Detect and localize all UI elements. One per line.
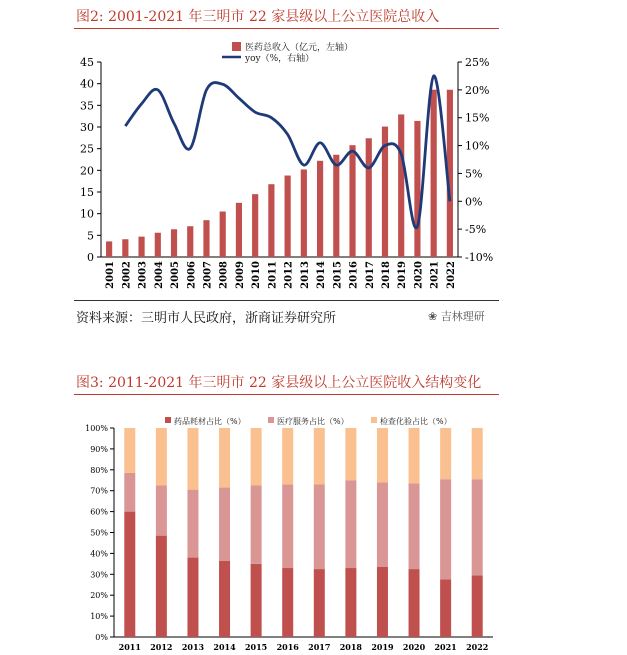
stack-2016-0 <box>282 568 293 637</box>
bar-2004 <box>155 233 161 257</box>
y-tick-label: 80% <box>90 465 108 475</box>
x-tick-label: 2019 <box>397 261 409 289</box>
watermark-icon: ❀ <box>428 310 441 323</box>
stack-2020-2 <box>409 428 420 483</box>
watermark <box>428 308 485 324</box>
y-tick-label: 50% <box>90 528 108 538</box>
stack-2012-0 <box>156 536 167 637</box>
stack-2020-0 <box>409 569 420 637</box>
x-tick-label: 2020 <box>413 261 425 289</box>
left-tick-label: 30 <box>80 121 94 134</box>
stack-2022-0 <box>472 575 483 637</box>
x-tick-label: 2021 <box>434 642 457 652</box>
stack-2021-0 <box>440 580 451 637</box>
left-tick-label: 35 <box>80 99 94 113</box>
stack-2014-1 <box>219 488 230 561</box>
bar-2020 <box>414 121 420 257</box>
x-tick-label: 2004 <box>153 261 165 289</box>
y-tick-label: 90% <box>90 444 108 454</box>
stack-2013-1 <box>187 490 198 558</box>
legend-label-0: 药品耗材占比（%） <box>174 417 246 426</box>
figure3-chart <box>0 395 627 655</box>
x-tick-label: 2005 <box>170 261 182 289</box>
x-tick-label: 2015 <box>244 642 268 652</box>
left-tick-label: 0 <box>87 251 94 264</box>
x-tick-label: 2019 <box>371 642 394 652</box>
y-tick-label: 10% <box>90 612 108 622</box>
stack-2019-2 <box>377 428 388 482</box>
stack-2011-1 <box>124 473 135 512</box>
stack-2022-1 <box>472 479 483 575</box>
bar-2006 <box>187 226 193 257</box>
right-tick-label: -10% <box>465 251 494 264</box>
stack-2015-0 <box>251 564 262 637</box>
x-tick-label: 2018 <box>380 261 392 289</box>
figure2-source: 资料来源：三明市人民政府，浙商证券研究所 <box>76 311 337 326</box>
stack-2022-2 <box>472 428 483 479</box>
stack-2017-0 <box>314 569 325 637</box>
x-tick-label: 2017 <box>364 261 376 289</box>
x-tick-label: 2015 <box>332 261 344 289</box>
bar-2003 <box>138 237 144 257</box>
x-tick-label: 2008 <box>218 261 230 289</box>
stack-2018-1 <box>345 480 356 568</box>
legend-bar-label: 医药总收入（亿元，左轴） <box>245 43 354 53</box>
right-tick-label: 25% <box>465 56 490 69</box>
left-tick-label: 45 <box>80 56 94 69</box>
stack-2018-2 <box>345 428 356 480</box>
bar-2010 <box>252 194 258 257</box>
right-tick-label: -5% <box>465 223 487 237</box>
legend-line-label: yoy（%，右轴） <box>245 54 315 64</box>
bar-2014 <box>317 161 323 257</box>
left-tick-label: 10 <box>80 207 94 221</box>
stack-2012-1 <box>156 485 167 535</box>
y-tick-label: 60% <box>90 507 108 517</box>
y-tick-label: 70% <box>90 486 108 496</box>
bar-2005 <box>171 229 177 257</box>
x-tick-label: 2014 <box>213 642 236 652</box>
x-tick-label: 2002 <box>121 261 133 289</box>
left-tick-label: 15 <box>80 186 94 199</box>
stack-2019-1 <box>377 482 388 567</box>
x-tick-label: 2017 <box>308 642 331 652</box>
x-tick-label: 2007 <box>202 261 214 289</box>
watermark-text: 吉林理研 <box>440 310 485 323</box>
bar-2008 <box>220 212 226 258</box>
left-tick-label: 40 <box>80 77 94 91</box>
x-tick-label: 2016 <box>348 261 360 289</box>
x-tick-label: 2009 <box>234 261 246 289</box>
legend-label-1: 医疗服务占比（%） <box>277 417 349 426</box>
y-tick-label: 0% <box>95 633 108 642</box>
y-tick-label: 20% <box>90 591 108 601</box>
bar-2015 <box>333 155 339 257</box>
bar-2012 <box>285 176 291 257</box>
figure2-footer-rule <box>74 300 499 301</box>
x-tick-label: 2020 <box>402 642 426 652</box>
left-tick-label: 5 <box>87 229 94 243</box>
x-tick-label: 2021 <box>429 261 441 289</box>
legend-swatch-1 <box>268 417 274 423</box>
bar-2002 <box>122 239 128 257</box>
x-tick-label: 2022 <box>445 261 457 289</box>
x-tick-label: 2001 <box>105 261 117 289</box>
y-tick-label: 30% <box>90 570 108 580</box>
stack-2011-0 <box>124 512 135 637</box>
bar-2016 <box>349 145 355 257</box>
stack-2021-2 <box>440 428 451 479</box>
bar-2021 <box>431 90 437 257</box>
x-tick-label: 2022 <box>466 642 489 652</box>
stack-2014-2 <box>219 428 230 488</box>
bar-2013 <box>301 169 307 257</box>
stack-2013-0 <box>187 558 198 637</box>
stack-2014-0 <box>219 561 230 637</box>
right-tick-label: 15% <box>465 111 490 125</box>
figure2-title: 图2: 2001-2021 年三明市 22 家县级以上公立医院总收入 <box>76 9 440 25</box>
stack-2017-1 <box>314 484 325 569</box>
figure2-chart <box>0 0 627 300</box>
x-tick-label: 2012 <box>283 261 295 289</box>
x-tick-label: 2006 <box>186 261 198 289</box>
x-tick-label: 2011 <box>267 261 279 289</box>
stack-2021-1 <box>440 479 451 579</box>
stack-2016-1 <box>282 484 293 568</box>
x-tick-label: 2016 <box>276 642 299 652</box>
x-tick-label: 2014 <box>316 261 328 289</box>
x-tick-label: 2010 <box>251 261 263 289</box>
right-tick-label: 10% <box>465 139 490 153</box>
left-tick-label: 20 <box>80 164 94 178</box>
x-tick-label: 2003 <box>137 261 149 289</box>
stack-2020-1 <box>409 483 420 569</box>
legend-bar-swatch <box>232 42 241 51</box>
legend-label-2: 检查化验占比（%） <box>380 417 452 426</box>
bar-2011 <box>268 184 274 257</box>
stack-2018-0 <box>345 568 356 637</box>
y-tick-label: 100% <box>85 424 108 433</box>
right-tick-label: 20% <box>465 83 490 97</box>
bar-2001 <box>106 241 112 257</box>
right-tick-label: 0% <box>465 195 483 209</box>
stack-2015-1 <box>251 485 262 563</box>
figure3-title: 图3: 2011-2021 年三明市 22 家县级以上公立医院收入结构变化 <box>76 375 482 391</box>
stack-2012-2 <box>156 428 167 485</box>
stack-2016-2 <box>282 428 293 484</box>
x-tick-label: 2012 <box>150 642 173 652</box>
x-tick-label: 2013 <box>299 261 311 289</box>
legend-swatch-0 <box>165 417 171 423</box>
x-tick-label: 2013 <box>181 642 205 652</box>
bar-2009 <box>236 203 242 257</box>
stack-2017-2 <box>314 428 325 484</box>
left-tick-label: 25 <box>80 142 94 156</box>
bar-2007 <box>203 220 209 257</box>
bar-2017 <box>366 138 372 257</box>
stack-2015-2 <box>251 428 262 485</box>
x-tick-label: 2018 <box>339 642 363 652</box>
stack-2019-0 <box>377 567 388 637</box>
stack-2011-2 <box>124 428 135 473</box>
bar-2019 <box>398 114 404 257</box>
y-tick-label: 40% <box>90 549 108 559</box>
legend-swatch-2 <box>371 417 377 423</box>
right-tick-label: 5% <box>465 167 483 181</box>
stack-2013-2 <box>187 428 198 490</box>
x-tick-label: 2011 <box>118 642 141 652</box>
